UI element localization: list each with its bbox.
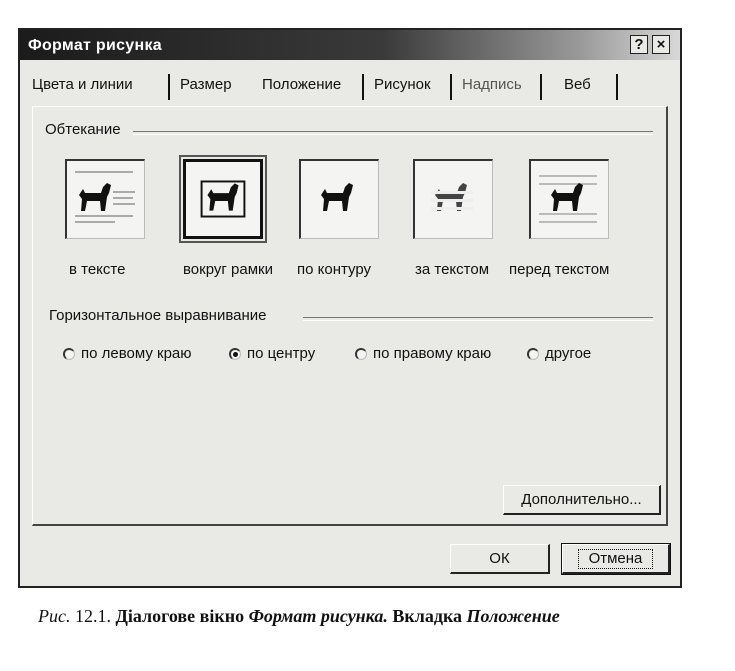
- radio-align-right[interactable]: [355, 345, 491, 362]
- cancel-button-label: Отмена: [578, 549, 654, 569]
- tab-separator: [616, 74, 618, 100]
- wrap-option-label: перед текстом: [509, 261, 610, 278]
- dog-behind-text-icon: [413, 159, 493, 239]
- caption-text-b: Вкладка: [392, 606, 463, 626]
- wrap-option-label: в тексте: [69, 261, 126, 278]
- tab-colors-lines[interactable]: Цвета и линии: [32, 76, 133, 93]
- dialog-title: Формат рисунка: [28, 37, 162, 54]
- tab-separator: [168, 74, 170, 100]
- radio-align-center[interactable]: [229, 345, 315, 362]
- tab-strip: [32, 70, 668, 108]
- radio-align-left[interactable]: [63, 345, 192, 362]
- wrap-option-label: за текстом: [415, 261, 490, 278]
- tab-position[interactable]: Положение: [262, 76, 342, 93]
- tab-web[interactable]: Веб: [564, 76, 591, 93]
- ok-button[interactable]: ОК: [450, 544, 550, 574]
- close-button[interactable]: ×: [652, 35, 670, 54]
- radio-align-other[interactable]: [527, 345, 591, 362]
- caption-text-a: Діалогове вікно: [115, 606, 245, 626]
- cancel-button[interactable]: [562, 544, 670, 574]
- wrap-option-label: вокруг рамки: [183, 261, 273, 278]
- format-picture-dialog: [18, 28, 682, 588]
- caption-dialog-name: Формат рисунка.: [248, 606, 388, 626]
- caption-tab-name: Положение: [466, 606, 560, 626]
- title-bar[interactable]: [20, 30, 680, 60]
- tab-text-box[interactable]: Надпись: [462, 76, 522, 93]
- radio-button-icon[interactable]: [527, 348, 539, 360]
- figure-caption: [38, 604, 708, 628]
- wrapping-group-line: [133, 131, 653, 135]
- tab-picture[interactable]: Рисунок: [374, 76, 431, 93]
- radio-label: по правому краю: [373, 345, 492, 362]
- alignment-group-line: [303, 317, 653, 321]
- help-button[interactable]: ?: [630, 35, 648, 54]
- tab-separator: [450, 74, 452, 100]
- radio-button-icon[interactable]: [355, 348, 367, 360]
- dog-inline-icon: [65, 159, 145, 239]
- radio-button-checked-icon[interactable]: [229, 348, 241, 360]
- radio-label: другое: [545, 345, 592, 362]
- caption-number: 12.1.: [74, 606, 111, 626]
- radio-label: по левому краю: [81, 345, 192, 362]
- radio-label: по центру: [247, 345, 316, 362]
- dog-in-front-icon: [529, 159, 609, 239]
- caption-prefix: Рис.: [38, 606, 71, 626]
- tab-size[interactable]: Размер: [180, 76, 232, 93]
- advanced-button[interactable]: Дополнительно...: [503, 485, 661, 515]
- tab-separator: [362, 74, 364, 100]
- tab-separator: [540, 74, 542, 100]
- dog-tight-icon: [299, 159, 379, 239]
- wrap-option-label: по контуру: [297, 261, 372, 278]
- dog-square-icon: [183, 159, 263, 239]
- alignment-group-label: Горизонтальное выравнивание: [49, 307, 272, 324]
- position-tab-panel: [32, 106, 668, 526]
- radio-button-icon[interactable]: [63, 348, 75, 360]
- wrapping-group-label: Обтекание: [45, 121, 127, 138]
